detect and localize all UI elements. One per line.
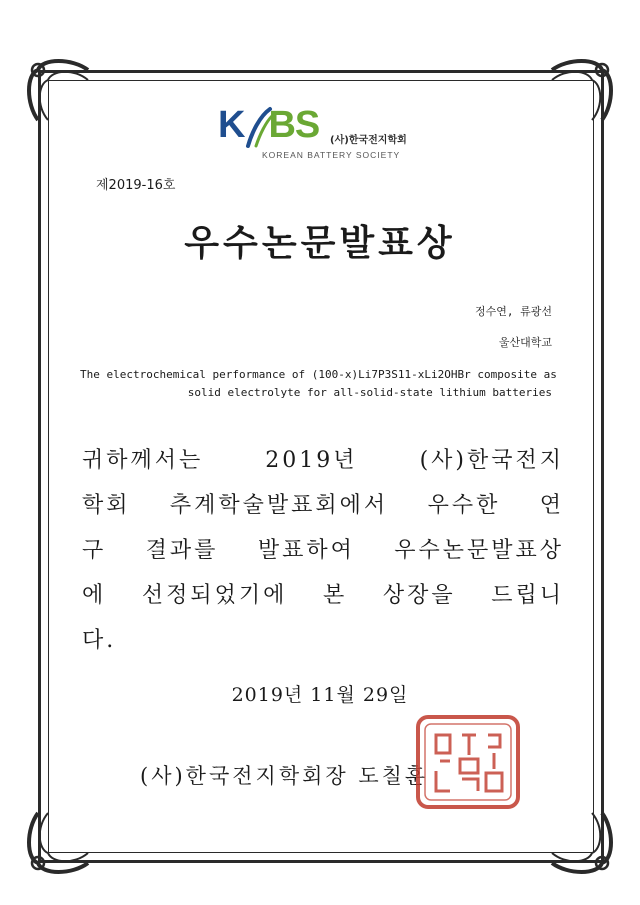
- recipient-affiliation: 울산대학교: [498, 336, 552, 349]
- certificate-body: [82, 438, 564, 663]
- corner-ornament-top-left: [22, 54, 92, 124]
- logo-letters-bs: BS: [268, 104, 320, 146]
- official-seal-stamp: [414, 713, 522, 811]
- paper-title: [80, 366, 557, 402]
- certificate-title: 우수논문발표상: [184, 223, 456, 264]
- paper-title-line: The electrochemical performance of (100-x)Li7P3S11-xLi2OHBr composite as: [80, 368, 557, 381]
- body-line: 귀하께서는 2019년 (사)한국전지: [82, 448, 564, 473]
- logo-swoosh-icon: [244, 106, 274, 150]
- corner-ornament-top-right: [548, 54, 618, 124]
- society-logo: [218, 104, 428, 164]
- logo-letter-k: K: [218, 104, 245, 146]
- logo-korean-name: (사)한국전지학회: [330, 135, 407, 146]
- body-line: 에 선정되었기에 본 상장을 드립니: [82, 583, 564, 608]
- body-line: 학회 추계학술발표회에서 우수한 연: [82, 493, 564, 518]
- paper-title-line: solid electrolyte for all-solid-state lithium batteries: [187, 386, 552, 399]
- award-date: 2019년 11월 29일: [231, 684, 409, 706]
- body-line: 구 결과를 발표하여 우수논문발표상: [82, 538, 564, 563]
- president-signature-line: (사)한국전지학회장 도칠훈: [140, 764, 429, 788]
- certificate-number: 제2019-16호: [96, 178, 176, 193]
- body-line: 다.: [82, 628, 117, 653]
- corner-ornament-bottom-left: [22, 809, 92, 879]
- recipient-names: 정수연, 류광선: [474, 305, 552, 318]
- corner-ornament-bottom-right: [548, 809, 618, 879]
- logo-english-name: KOREAN BATTERY SOCIETY: [262, 150, 401, 160]
